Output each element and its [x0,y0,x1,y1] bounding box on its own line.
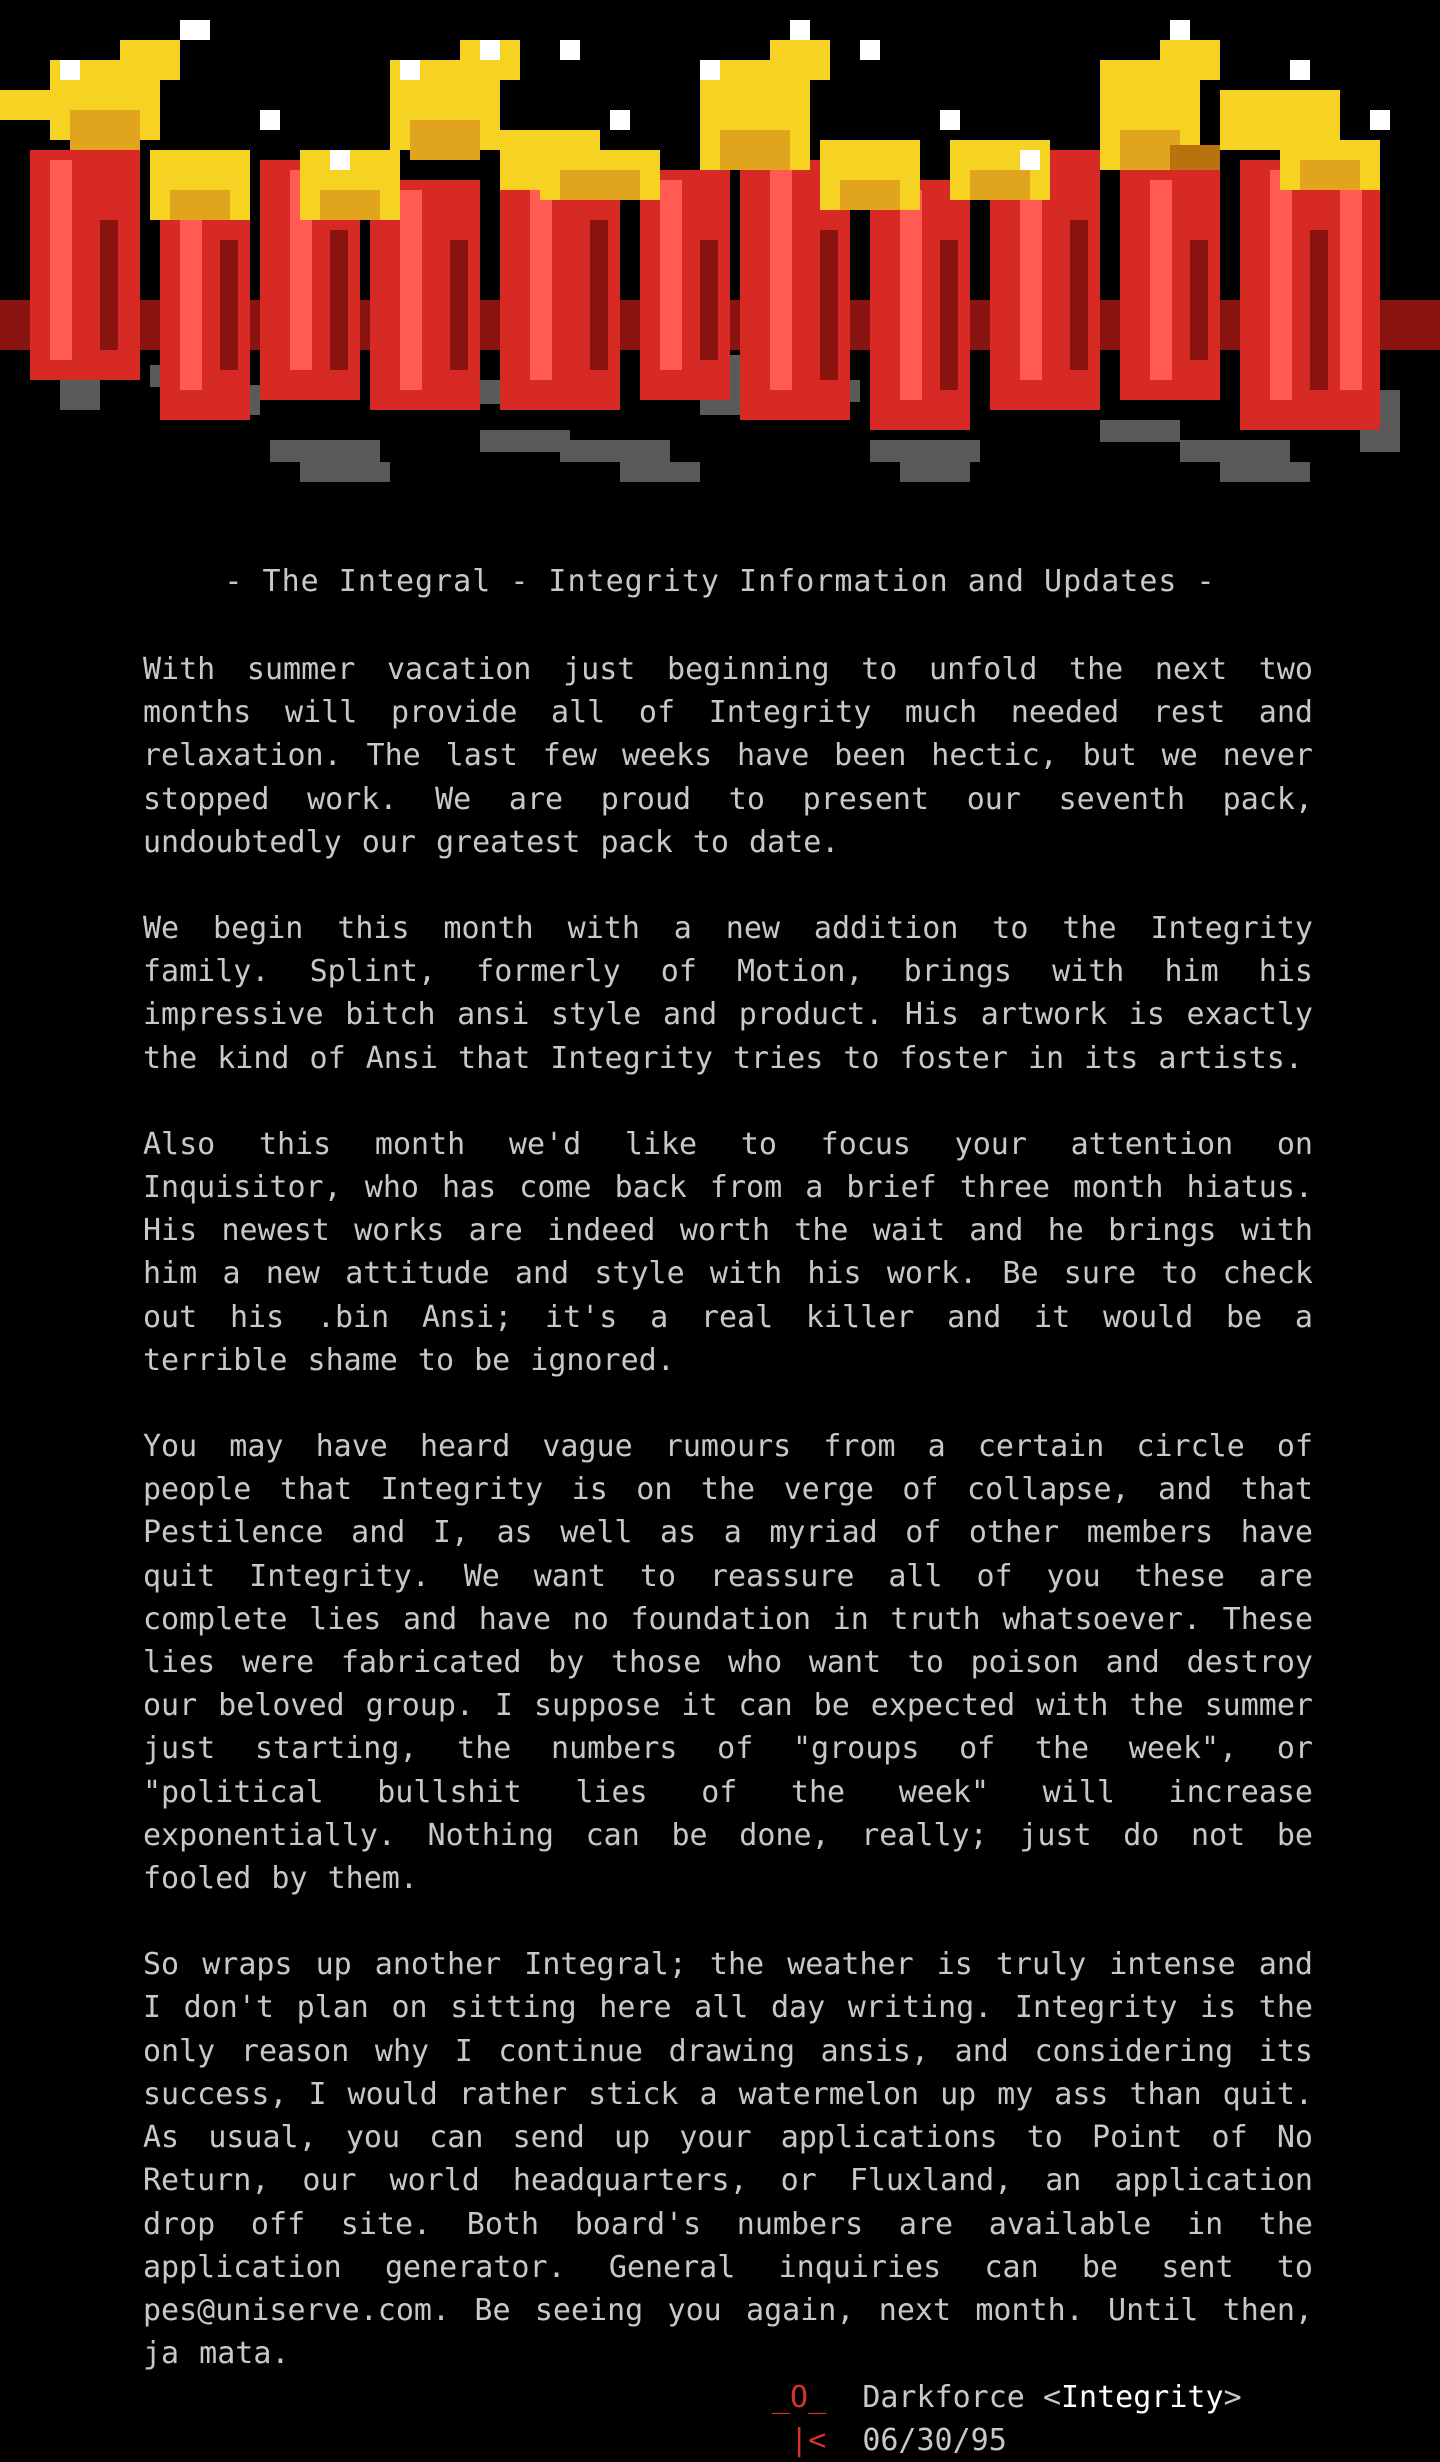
signature [772,2376,1242,2462]
signature-bracket-open: < [1042,2380,1061,2415]
signature-date: 06/30/95 [862,2423,1007,2458]
paragraph-closing: So wraps up another Integral; the weather is truly intense and I don't plan on sitting here all day writing. Integrity is the only reason why I continue drawing ansis, and considering its success, I would rather stick a watermelon up my ass than quit. As usual, you can send up your applications to Point of No Return, our world headquarters, or Fluxland, an application drop off site. Both board's numbers are available in the application generator. General inquiries can be sent to pes@uniserve.com. Be seeing you again, next month. Until then, ja mata. [143,1947,1313,2372]
page-title: - The Integral - Integrity Information and Updates - [224,564,1216,599]
signature-mark-bottom: |< [790,2423,827,2458]
integrity-ansi-logo [0,0,1440,500]
signature-mark-top: _O_ [772,2380,827,2415]
signature-group: Integrity [1061,2380,1224,2415]
paragraph-new-member: We begin this month with a new addition to the Integrity family. Splint, formerly of Motion, brings with him his impressive bitch ansi style and product. His artwork is exactly the kind of Ansi that Integrity tries to foster in its artists. [143,911,1313,1076]
signature-author: Darkforce [862,2380,1025,2415]
article-body [143,648,1313,2418]
paragraph-rumours: You may have heard vague rumours from a certain circle of people that Integrity is on the verge of collapse, and that Pestilence and I, as well as a myriad of other members have quit Integrity. We want to reassure all of you these are complete lies and have no foundation in truth whatsoever. These lies were fabricated by those who want to poison and destroy our beloved group. I suppose it can be expected with the summer just starting, the numbers of "groups of the week", or "political bullshit lies of the week" will increase exponentially. Nothing can be done, really; just do not be fooled by them. [143,1429,1313,1897]
signature-bracket-close: > [1223,2380,1242,2415]
paragraph-inquisitor: Also this month we'd like to focus your attention on Inquisitor, who has come back from a brief three month hiatus. His newest works are indeed worth the wait and he brings with him a new attitude and style with his work. Be sure to check out his .bin Ansi; it's a real killer and it would be a terrible shame to be ignored. [143,1126,1313,1378]
paragraph-intro: With summer vacation just beginning to unfold the next two months will provide all of Integrity much needed rest and relaxation. The last few weeks have been hectic, but we never stopped work. We are proud to present our seventh pack, undoubtedly our greatest pack to date. [143,652,1313,860]
